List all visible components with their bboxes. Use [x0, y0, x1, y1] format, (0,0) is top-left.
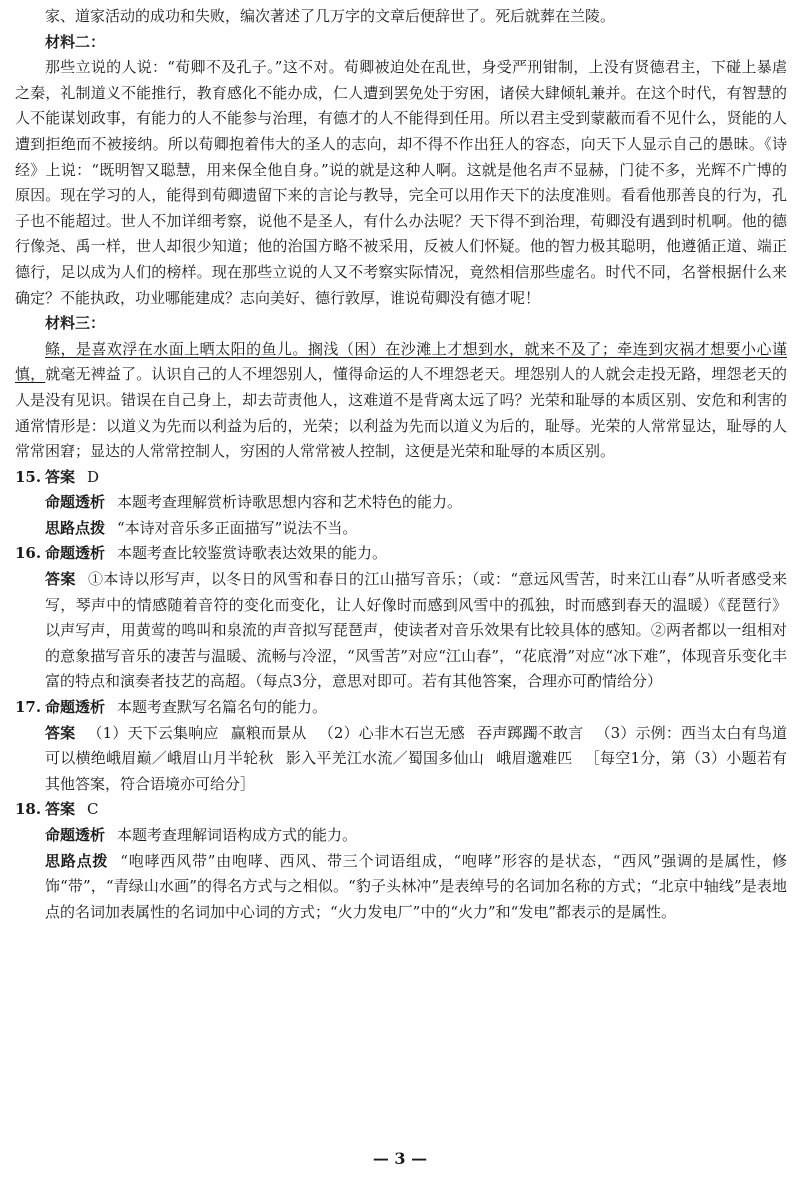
q17-answer-label: 答案 — [45, 723, 76, 742]
q15-answer-label: 答案 — [45, 467, 76, 486]
q18-hint-block — [15, 849, 787, 926]
q16-answer: ①本诗以形写声，以冬日的风雪和春日的江山描写音乐；（或：“意远风雪苦，时来江山春”从听者感受来写，琴声中的情感随着音符的变化而变化，让人好像时而感到风雪中的孤独，时而感到春天的温暖）《琵琶行》以声写声，用黄莺的鸣叫和泉流的声音拟写琵琶声，使读者对音乐效果有比较具体的感知。②两者都以一组相对的意象描写音乐的凄苦与温暖、流畅与冷涩，“风雪苦”对应“江山春”，“花底滑”对应“冰下难”，体现音乐变化丰富的特点和演奏者技艺的高超。（每点3分，意思对即可。若有其他答案，合理亦可酌情给分） — [45, 570, 787, 691]
q15-hint-label: 思路点拨 — [45, 518, 106, 537]
q17-item: 峨眉邈难匹 — [496, 749, 573, 768]
q18-analysis-label: 命题透析 — [45, 826, 106, 844]
q17-analysis-label: 命题透析 — [45, 698, 106, 717]
q17-number: 17. — [15, 698, 42, 717]
q17-item: ［每空1分，第（3）小题若有其他答案，符合语境亦可给分］ — [45, 749, 787, 793]
q15-analysis-line — [15, 490, 787, 516]
q18-analysis: 本题考查理解词语构成方式的能力。 — [117, 826, 358, 844]
q16-number: 16. — [15, 544, 42, 563]
q16-analysis-label: 命题透析 — [45, 544, 106, 563]
q15-analysis: 本题考查理解赏析诗歌思想内容和艺术特色的能力。 — [117, 493, 463, 512]
q15-hint: “本诗对音乐多正面描写”说法不当。 — [117, 518, 358, 537]
q17-item: （1）天下云集响应 — [87, 723, 219, 742]
q18-answer-line — [15, 797, 787, 823]
q16-answer-block — [15, 567, 787, 695]
material3-underlined: 鲦，是喜欢浮在水面上晒太阳的鱼儿。搁浅（困）在沙滩上才想到水，就来不及了；牵连到灾祸才想要小心谨慎， — [15, 339, 787, 384]
material3-rest: 就毫无裨益了。认识自己的人不埋怨别人，懂得命运的人不埋怨老天。埋怨别人的人就会走投无路，埋怨老天的人是没有见识。错误在自己身上，却去苛责他人，这难道不是背离太远了吗？光荣和耻辱的本质区别、安危和利害的通常情形是：以道义为先而以利益为后的，光荣；以利益为先而以道义为后的，耻辱。光荣的人常常显达，耻辱的人常常困窘；显达的人常常控制人，穷困的人常常被人控制，这便是光荣和耻辱的本质区别。 — [15, 365, 787, 461]
q16-analysis: 本题考查比较鉴赏诗歌表达效果的能力。 — [117, 544, 388, 563]
q17-item: （3）示例：西当太白有鸟道可以横绝峨眉巅／峨眉山月半轮秋 — [45, 723, 787, 768]
q18-answer: C — [87, 800, 99, 819]
q15-hint-line — [15, 516, 787, 542]
q17-answer-block — [15, 721, 787, 798]
material3-text — [15, 337, 787, 465]
page-number: — 3 — — [372, 1149, 428, 1168]
q17-item: （2）心非木石岂无感 — [318, 723, 465, 742]
q18-answer-label: 答案 — [45, 800, 76, 819]
q15-analysis-label: 命题透析 — [45, 493, 106, 512]
q15-answer: D — [87, 467, 100, 486]
q17-item: 赢粮而景从 — [230, 723, 307, 742]
q17-item: 吞声踯躅不敢言 — [476, 723, 584, 742]
q18-hint: “咆哮西风带”由咆哮、西风、带三个词语组成，“咆哮”形容的是状态，“西风”强调的是属性，修饰“带”，“青绿山水画”的得名方式与之相似。“豹子头林冲”是表绰号的名词加名称的方式；“北京中轴线”是表地点的名词加表属性的名词加中心词的方式；“火力发电厂”中的“火力”和“发电”都表示的是属性。 — [45, 851, 787, 921]
q16-answer-label: 答案 — [45, 570, 76, 589]
q16-analysis-line — [15, 541, 787, 567]
q17-item: 影入平羌江水流／蜀国多仙山 — [285, 749, 485, 768]
material3-title: 材料三： — [45, 314, 106, 333]
q18-analysis-line — [15, 823, 787, 849]
page-content — [15, 4, 787, 925]
q17-analysis-line — [15, 695, 787, 721]
q18-hint-label: 思路点拨 — [45, 851, 109, 870]
q17-analysis: 本题考查默写名篇名句的能力。 — [117, 698, 328, 717]
q15-answer-line — [15, 465, 787, 491]
q15-number: 15. — [15, 467, 42, 486]
material2-text: 那些立说的人说：“荀卿不及孔子。”这不对。荀卿被迫处在乱世，身受严刑钳制，上没有贤德君主，下碰上暴虐之秦，礼制道义不能推行，教育感化不能办成，仁人遭到罢免处于穷困，诸侯大肆倾轧兼并。在这个时代，有智慧的人不能谋划政事，有能力的人不能参与治理，有德才的人不能得到任用。所以君主受到蒙蔽而看不见什么，贤能的人遭到拒绝而不被接纳。所以荀卿抱着伟大的圣人的志向，却不得不作出狂人的容态，向天下人显示自己的愚昧。《诗经》上说：“既明智又聪慧，用来保全他自身。”说的就是这种人啊。这就是他名声不显赫，门徒不多，光辉不广博的原因。现在学习的人，能得到荀卿遗留下来的言论与教导，完全可以用作天下的法度准则。看看他那善良的行为，孔子也不能超过。世人不加详细考察，说他不是圣人，有什么办法呢？天下得不到治理，荀卿没有遇到时机啊。他的德行像尧、禹一样，世人却很少知道；他的治国方略不被采用，反被人们怀疑。他的智力极其聪明，他遵循正道、端正德行，足以成为人们的榜样。现在那些立说的人又不考察实际情况，竟然相信那些虚名。时代不同，名誉根据什么来确定？不能执政，功业哪能建成？志向美好、德行敦厚，谁说荀卿没有德才呢！ — [15, 58, 787, 307]
intro-line: 家、道家活动的成功和失败，编次著述了几万字的文章后便辞世了。死后就葬在兰陵。 — [45, 7, 616, 25]
material2-title: 材料二： — [45, 32, 106, 51]
q18-number: 18. — [15, 800, 42, 819]
